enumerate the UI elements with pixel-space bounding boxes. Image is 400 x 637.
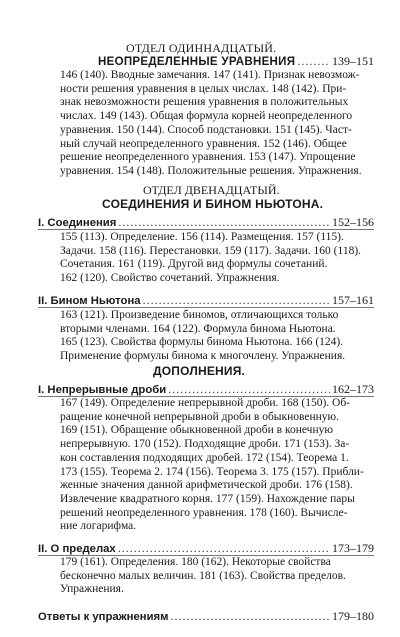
toc-entry-combinations[interactable]: [38, 215, 374, 230]
section-12-title: СОЕДИНЕНИЯ И БИНОМ НЬЮТОНА.: [102, 197, 324, 211]
entry-title: I. Непрерывные дроби: [38, 384, 167, 396]
entry-title: I. Соединения: [38, 217, 117, 229]
divider: [38, 229, 374, 230]
entry-pages: 179–180: [332, 609, 374, 623]
entry-pages: 152–156: [332, 215, 374, 229]
entry-body-combinations: 155 (113). Определение. 156 (114). Размещения. 157 (115). Задачи. 158 (116). Перестановки. 159 (117). Задачи. 160 (118). Сочетания. 161 (119). Другой вид формулы сочетаний. 162 (120). Свойство сочетаний. Упражнения.: [60, 231, 362, 285]
leader-dots: [297, 54, 330, 69]
entry-body-limits: 179 (161). Определения. 180 (162). Некоторые свойства бесконечно малых величин. 181 (163). Свойства пределов. Упражнения.: [60, 556, 346, 596]
section-11-label: ОТДЕЛ ОДИННАДЦАТЫЙ.: [126, 41, 277, 55]
toc-entry-newton-binomial[interactable]: [38, 293, 374, 308]
toc-entry-continued-fractions[interactable]: [38, 382, 374, 397]
entry-pages: 162–173: [332, 382, 374, 396]
leader-dots: [118, 215, 330, 230]
leader-dots: [168, 382, 330, 397]
section-12-label: ОТДЕЛ ДВЕНАДЦАТЫЙ.: [143, 183, 280, 197]
section-11-heading[interactable]: [98, 54, 374, 69]
leader-dots: [118, 541, 330, 556]
entry-pages: 157–161: [332, 293, 374, 307]
section-11-body: 146 (140). Вводные замечания. 147 (141). Признак невозмож- ности решения уравнения в целых числах. 148 (142). При- знак невозможности решения уравнения в положительных числах. 149 (143). Общая формула корней неопределенного уравнения. 150 (144). Способ подстановки. 151 (145). Част- ный случай неопределенного уравнения. 152 (146). Общее решение неопределенного уравнения. 153 (147). Упрощение уравнения. 154 (148). Положительные решения. Упражнения.: [60, 69, 362, 177]
section-11-pages: 139–151: [332, 54, 374, 68]
entry-pages: 173–179: [332, 541, 374, 555]
section-11-title: НЕОПРЕДЕЛЕННЫЕ УРАВНЕНИЯ: [98, 56, 296, 68]
entry-body-continued-fractions: 167 (149). Определение непрерывной дроби. 168 (150). Об- ращение конечной непрерывной дроби в обыкновенную. 169 (151). Обращение обыкновенной дроби в конечную непрерывную. 170 (152). Подходящие дроби. 171 (153). За- кон составления подходящих дробей. 172 (154). Теорема 1. 173 (155). Теорема 2. 174 (156). Теорема 3. 175 (157). Прибли- женные значения данной арифметической дроби. 176 (158). Извлечение квадратного корня. 177 (159). Нахождение пары решений неопределенного уравнения. 178 (160). Вычисле- ние логарифма.: [60, 397, 364, 533]
additions-title: ДОПОЛНЕНИЯ.: [153, 364, 246, 378]
toc-entry-answers[interactable]: [38, 609, 374, 624]
entry-title: Ответы к упражнениям: [38, 611, 169, 623]
entry-title: II. О пределах: [38, 543, 116, 555]
entry-body-newton-binomial: 163 (121). Произведение биномов, отличающихся только вторыми членами. 164 (122). Формула бинома Ньютона. 165 (123). Свойства формулы бинома Ньютона. 166 (124). Применение формулы бинома к многочлену. Упражнения.: [60, 309, 346, 363]
toc-entry-limits[interactable]: [38, 541, 374, 556]
divider: [38, 307, 374, 308]
entry-title: II. Бином Ньютона: [38, 295, 141, 307]
leader-dots: [170, 609, 330, 624]
leader-dots: [143, 293, 330, 308]
